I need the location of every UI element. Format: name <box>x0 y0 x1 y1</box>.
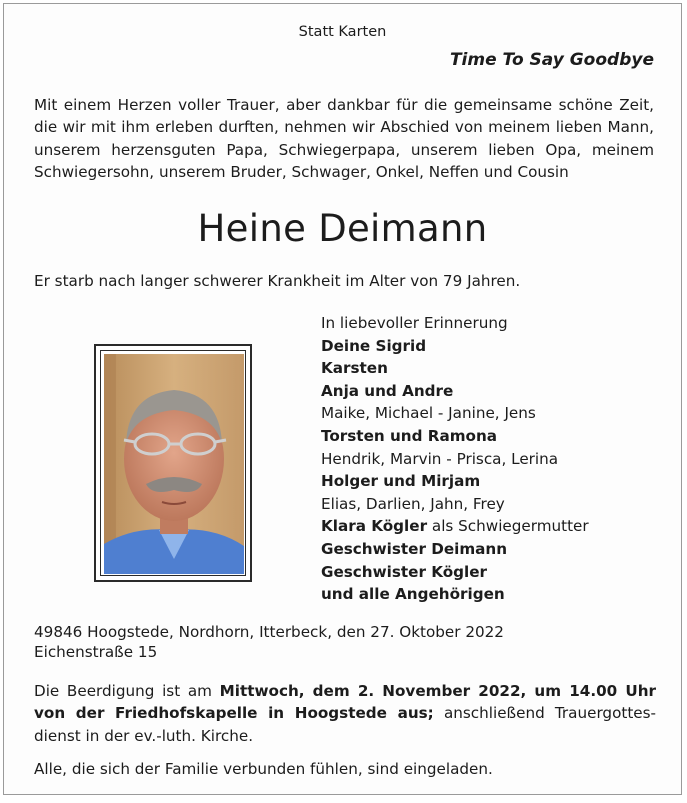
mourner-mother-in-law <box>321 515 589 538</box>
mourner-grandchildren: Hendrik, Marvin - Prisca, Lerina <box>321 449 559 468</box>
deceased-name: Heine Deimann <box>197 207 488 250</box>
mourner-child: Torsten und Ramona <box>321 426 498 445</box>
address-line: Eichenstraße 15 <box>34 643 158 661</box>
mourners-list <box>321 312 589 606</box>
obituary-notice <box>3 3 682 795</box>
mourner-grandchildren: Elias, Darlien, Jahn, Frey <box>321 494 505 513</box>
mourner-siblings: Geschwister Kögler <box>321 562 488 581</box>
photo-frame <box>94 344 252 582</box>
portrait-photo <box>104 354 244 574</box>
photo-inner-border <box>100 350 246 576</box>
funeral-text: Die Beerdigung ist am <box>34 682 212 700</box>
intro-paragraph: Mit einem Herzen voller Trauer, aber dankbar für die gemeinsame schöne Zeit, die wir mit ihm erleben durften, nehmen wir Abschied von meinem lieben Mann, unserem herzensguten Papa, Schwiegerpapa, unserem lieben Opa, meinem Schwiegersohn, unserem Bruder, Schwager, Onkel, Neffen und Cousin <box>34 96 654 182</box>
mourner-wife: Deine Sigrid <box>321 336 427 355</box>
mourners-intro: In liebevoller Erinnerung <box>321 314 508 332</box>
mourner-siblings: Geschwister Deimann <box>321 539 508 558</box>
age-statement: Er starb nach langer schwerer Krankheit im Alter von 79 Jahren. <box>34 272 521 290</box>
funeral-info <box>34 680 656 747</box>
funeral-service: anschließend Trauergottes-dienst in der ev.-luth. Kirche. <box>34 704 657 745</box>
mother-in-law-name: Klara Kögler <box>321 517 428 536</box>
header-statt-karten: Statt Karten <box>298 24 387 40</box>
mourner-relatives: und alle Angehörigen <box>321 585 505 604</box>
mourner-grandchildren: Maike, Michael - Janine, Jens <box>321 404 536 423</box>
closing-invitation: Alle, die sich der Familie verbunden fühlen, sind eingeladen. <box>34 760 493 778</box>
funeral-details: Mittwoch, dem 2. November 2022, um 14.00 Uhr von der Friedhofskapelle in Hoogstede aus; <box>34 682 657 723</box>
mother-in-law-role: als Schwiegermutter <box>431 517 589 536</box>
mourner-child: Holger und Mirjam <box>321 472 481 491</box>
place-and-date <box>34 622 504 662</box>
motto: Time To Say Goodbye <box>449 50 654 70</box>
mourner-child: Anja und Andre <box>321 381 454 400</box>
mourner-child: Karsten <box>321 359 388 378</box>
place-line: 49846 Hoogstede, Nordhorn, Itterbeck, den 27. Oktober 2022 <box>34 623 504 641</box>
